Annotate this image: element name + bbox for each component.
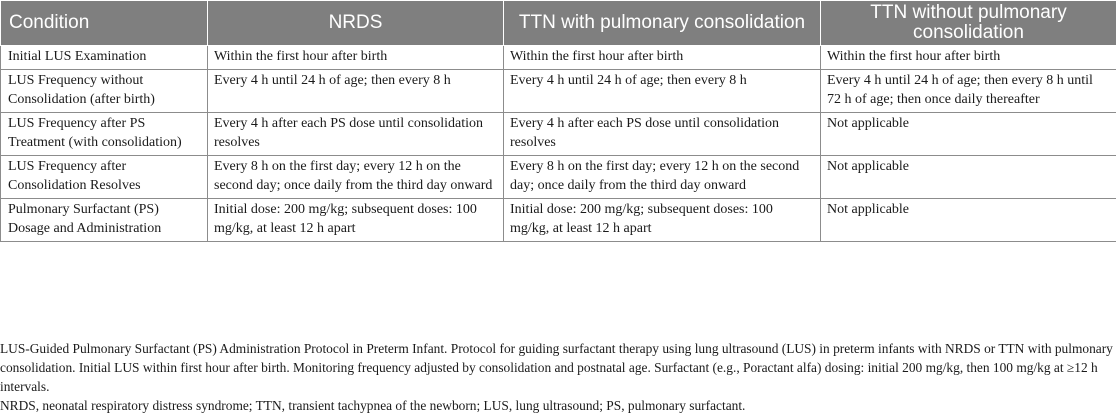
header-row (1, 1, 1116, 46)
table-row (1, 113, 1116, 156)
table-row (1, 70, 1116, 113)
cell-condition: LUS Frequency without Consolidation (after birth) (1, 70, 208, 113)
table-body (1, 46, 1116, 242)
cell-ttn-without: Every 4 h until 24 h of age; then every 8 h until 72 h of age; then once daily thereafter (821, 70, 1116, 113)
cell-nrds: Initial dose: 200 mg/kg; subsequent doses: 100 mg/kg, at least 12 h apart (208, 199, 504, 242)
header-condition: Condition (1, 1, 208, 46)
caption-abbreviations: NRDS, neonatal respiratory distress syndrome; TTN, transient tachypnea of the newborn; LUS, lung ultrasound; PS, pulmonary surfactant. (0, 396, 1116, 415)
cell-nrds: Within the first hour after birth (208, 46, 504, 70)
cell-ttn-without: Within the first hour after birth (821, 46, 1116, 70)
cell-ttn-without: Not applicable (821, 156, 1116, 199)
cell-condition: LUS Frequency after PS Treatment (with consolidation) (1, 113, 208, 156)
header-ttn-with-consolidation: TTN with pulmonary consolidation (504, 1, 821, 46)
cell-ttn-with: Every 8 h on the first day; every 12 h on the second day; once daily from the third day onward (504, 156, 821, 199)
table-header (1, 1, 1116, 46)
table-row (1, 199, 1116, 242)
cell-ttn-with: Initial dose: 200 mg/kg; subsequent doses: 100 mg/kg, at least 12 h apart (504, 199, 821, 242)
header-nrds: NRDS (208, 1, 504, 46)
table-row (1, 46, 1116, 70)
table-caption (0, 339, 1116, 415)
cell-nrds: Every 4 h after each PS dose until consolidation resolves (208, 113, 504, 156)
cell-condition: Initial LUS Examination (1, 46, 208, 70)
cell-nrds: Every 4 h until 24 h of age; then every 8 h (208, 70, 504, 113)
cell-ttn-with: Every 4 h until 24 h of age; then every 8 h (504, 70, 821, 113)
cell-ttn-without: Not applicable (821, 113, 1116, 156)
table-row (1, 156, 1116, 199)
cell-nrds: Every 8 h on the first day; every 12 h on the second day; once daily from the third day onward (208, 156, 504, 199)
cell-condition: Pulmonary Surfactant (PS) Dosage and Administration (1, 199, 208, 242)
cell-ttn-with: Every 4 h after each PS dose until consolidation resolves (504, 113, 821, 156)
header-ttn-without-consolidation: TTN without pulmonary consolidation (821, 1, 1116, 46)
cell-ttn-without: Not applicable (821, 199, 1116, 242)
cell-condition: LUS Frequency after Consolidation Resolves (1, 156, 208, 199)
cell-ttn-with: Within the first hour after birth (504, 46, 821, 70)
caption-description: LUS-Guided Pulmonary Surfactant (PS) Administration Protocol in Preterm Infant. Protocol for guiding surfactant therapy using lung ultrasound (LUS) in preterm infants with NRDS or TTN with pulmonary consolidation. Initial LUS within first hour after birth. Monitoring frequency adjusted by consolidation and postnatal age. Surfactant (e.g., Poractant alfa) dosing: initial 200 mg/kg, then 100 mg/kg at ≥12 h intervals. (0, 339, 1116, 396)
